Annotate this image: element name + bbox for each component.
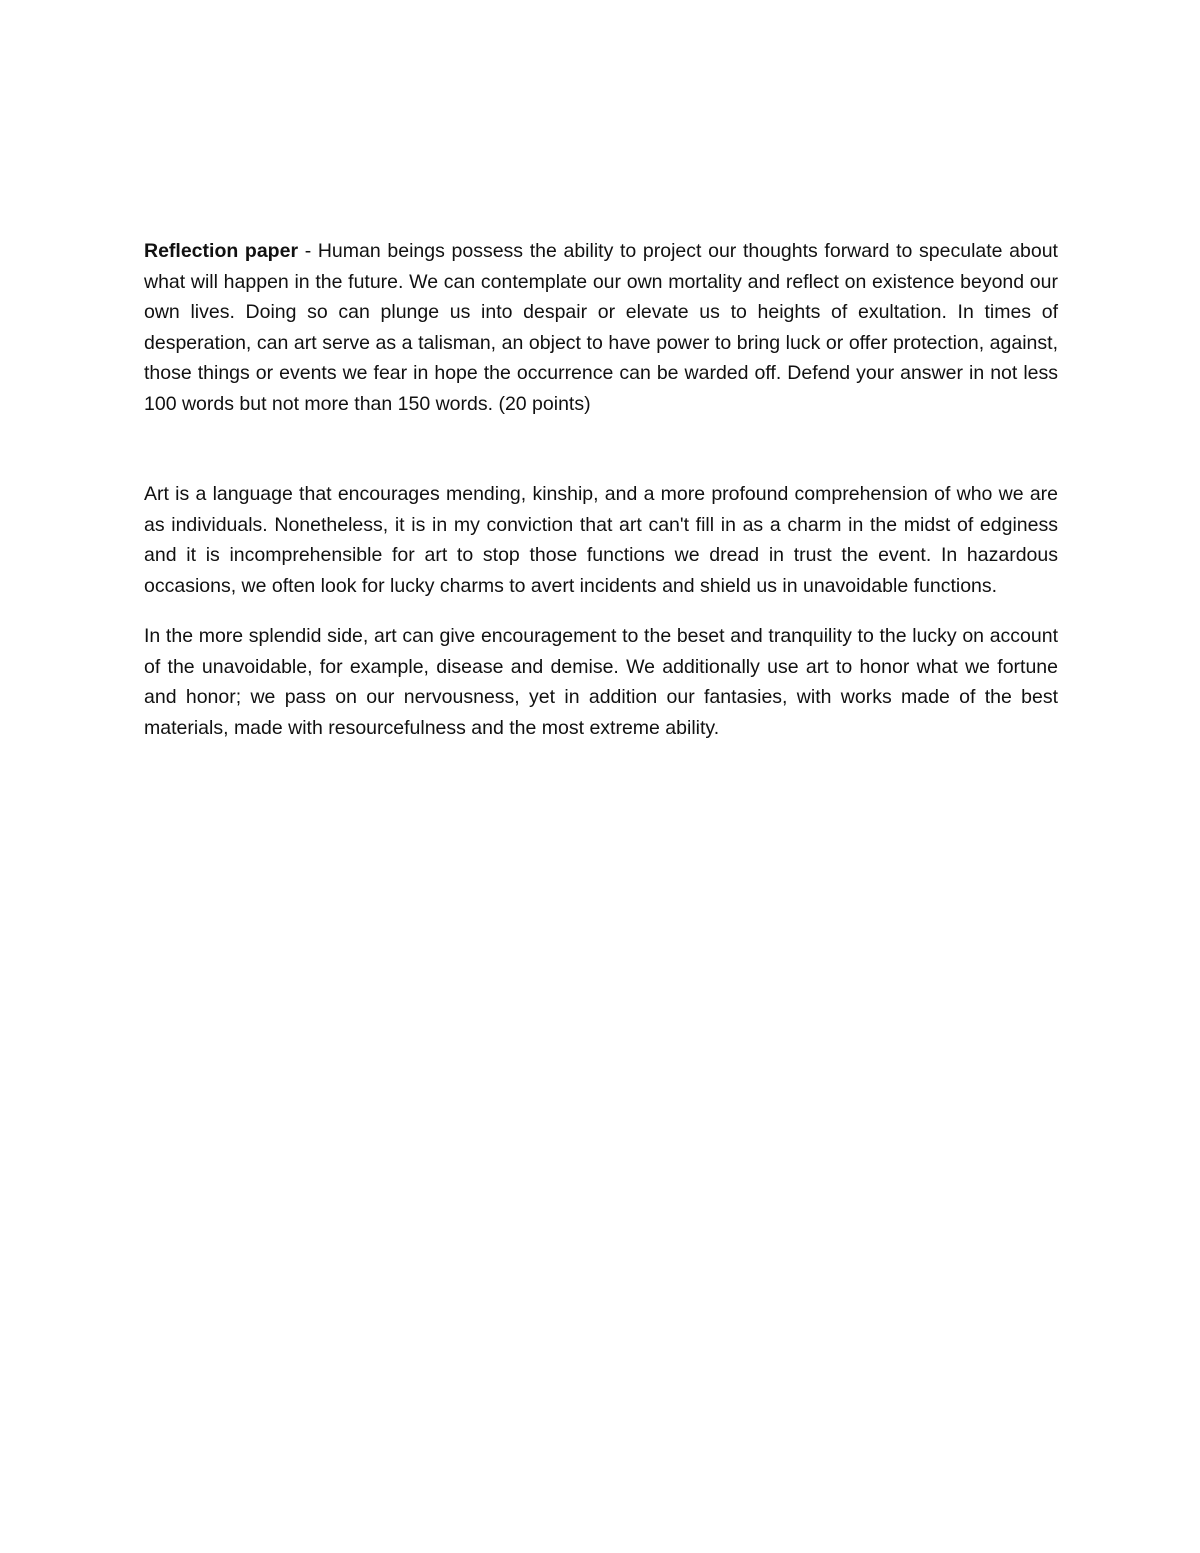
answer-paragraph-2: In the more splendid side, art can give encouragement to the beset and tranquility to the lucky on account of the unavoidable, for example, disease and demise. We additionally use art to honor what we fortune and honor; we pass on our nervousness, yet in addition our fantasies, with works made of the best materials, made with resourcefulness and the most extreme ability.: [144, 625, 1058, 739]
prompt-text: - Human beings possess the ability to project our thoughts forward to speculate about what will happen in the future. We can contemplate our own mortality and reflect on existence beyond our own lives. Doing so can plunge us into despair or elevate us to heights of exultation. In times of desperation, can art serve as a talisman, an object to have power to bring luck or offer protection, against, those things or events we fear in hope the occurrence can be warded off. Defend your answer in not less 100 words but not more than 150 words. (20 points): [144, 240, 1058, 415]
document-body: [144, 236, 1058, 743]
answer-paragraph-1: Art is a language that encourages mending, kinship, and a more profound comprehension of who we are as individuals. Nonetheless, it is in my conviction that art can't fill in as a charm in the midst of edginess and it is incomprehensible for art to stop those functions we dread in trust the event. In hazardous occasions, we often look for lucky charms to avert incidents and shield us in unavoidable functions.: [144, 483, 1058, 597]
reflection-prompt: [144, 236, 1058, 419]
prompt-label: Reflection paper: [144, 240, 299, 262]
